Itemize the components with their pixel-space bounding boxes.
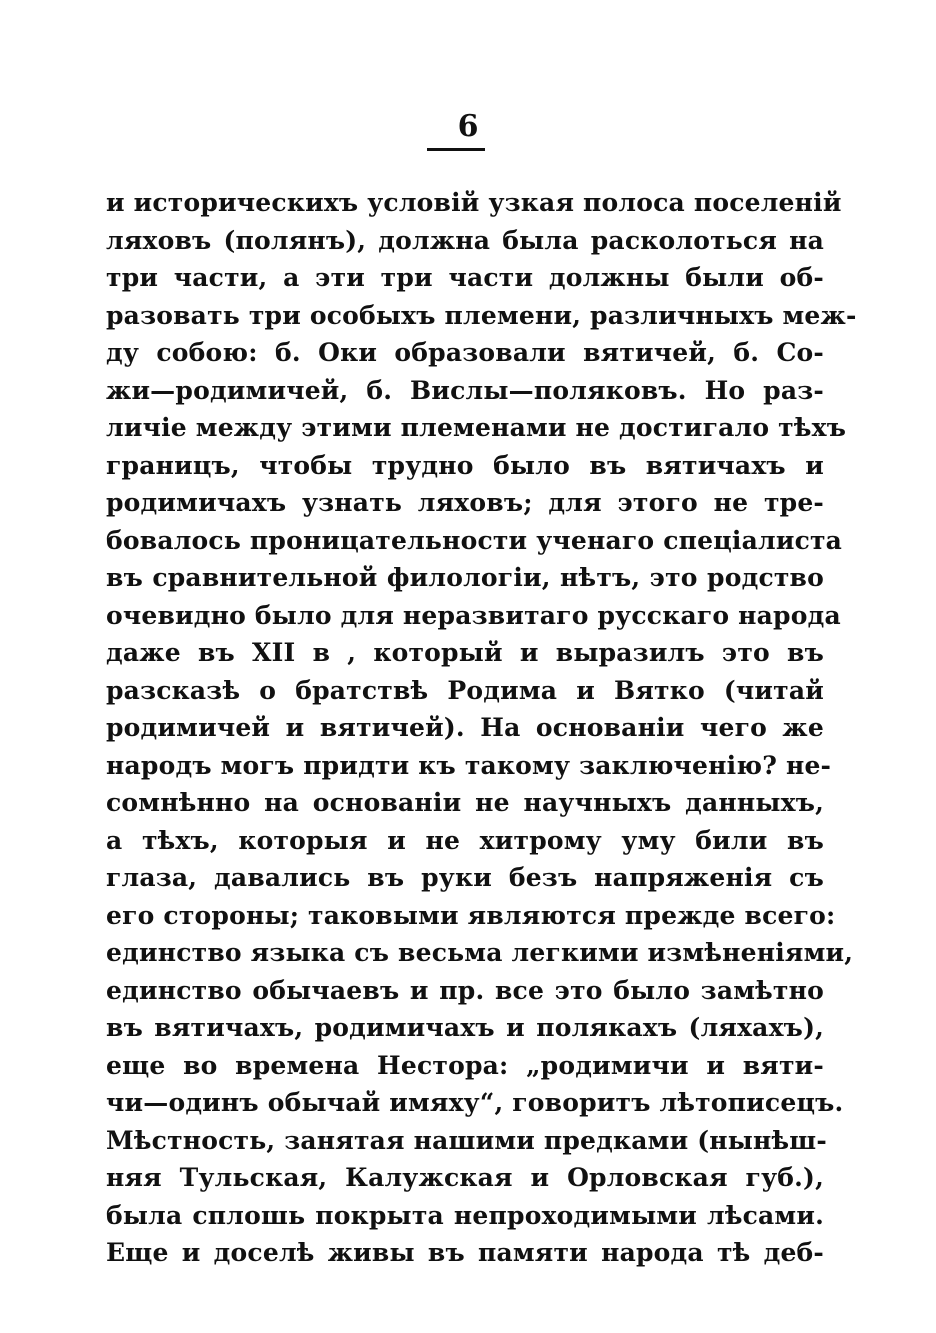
text-line: ду собою: б. Оки образовали вятичей, б. Со- — [106, 338, 824, 367]
text-line: Еще и доселѣ живы въ памяти народа тѣ деб- — [106, 1238, 824, 1267]
text-line: очевидно было для неразвитаго русскаго народа — [106, 600, 841, 630]
text-line: была сплошь покрыта непроходимыми лѣсами. — [106, 1200, 824, 1230]
text-line: въ вятичахъ, родимичахъ и полякахъ (ляхахъ), — [106, 1013, 824, 1042]
text-line: няя Тульская, Калужская и Орловская губ.), — [106, 1163, 824, 1192]
text-line: разсказѣ о братствѣ Родима и Вятко (читай — [106, 675, 824, 705]
text-line: а тѣхъ, которыя и не хитрому уму били въ — [106, 825, 824, 855]
text-line: сомнѣнно на основаніи не научныхъ данныхъ, — [106, 788, 824, 817]
text-line: Мѣстность, занятая нашими предками (нынѣш- — [106, 1125, 827, 1155]
text-line: чи—одинъ обычай имяху“, говоритъ лѣтописецъ. — [106, 1088, 844, 1117]
text-line: ляховъ (полянъ), должна была расколоться на — [106, 225, 824, 255]
text-line: личіе между этими племенами не достигало тѣхъ — [106, 413, 847, 442]
text-line: глаза, давались въ руки безъ напряженія съ — [106, 863, 824, 892]
text-line: жи—родимичей, б. Вислы—поляковъ. Но раз- — [106, 375, 824, 405]
page-number: 6 — [457, 109, 479, 144]
text-line: единство языка съ весьма легкими измѣненіями, — [106, 938, 854, 967]
text-line: и историческихъ условій узкая полоса поселеній — [106, 188, 842, 217]
text-line: еще во времена Нестора: „родимичи и вяти- — [106, 1050, 824, 1080]
text-line: его стороны; таковыми являются прежде всего: — [106, 900, 836, 930]
text-line: разовать три особыхъ племени, различныхъ меж- — [106, 300, 857, 330]
text-line: родимичахъ узнать ляховъ; для этого не тре- — [106, 488, 824, 517]
page-header — [0, 108, 936, 146]
body-text — [106, 184, 857, 1272]
text-line: три части, а эти три части должны были об- — [106, 263, 824, 292]
text-line: бовалось проницательности ученаго спеціалиста — [106, 525, 843, 555]
text-line: родимичей и вятичей). На основаніи чего же — [106, 713, 824, 742]
text-line: въ сравнительной филологіи, нѣтъ, это родство — [106, 563, 824, 592]
text-line: границъ, чтобы трудно было въ вятичахъ и — [106, 450, 824, 480]
text-line: единство обычаевъ и пр. все это было замѣтно — [106, 975, 824, 1005]
text-line: народъ могъ придти къ такому заключенію? не- — [106, 750, 832, 780]
text-line: даже въ XII в , который и выразилъ это въ — [106, 638, 824, 667]
page-number-underline — [427, 148, 485, 151]
